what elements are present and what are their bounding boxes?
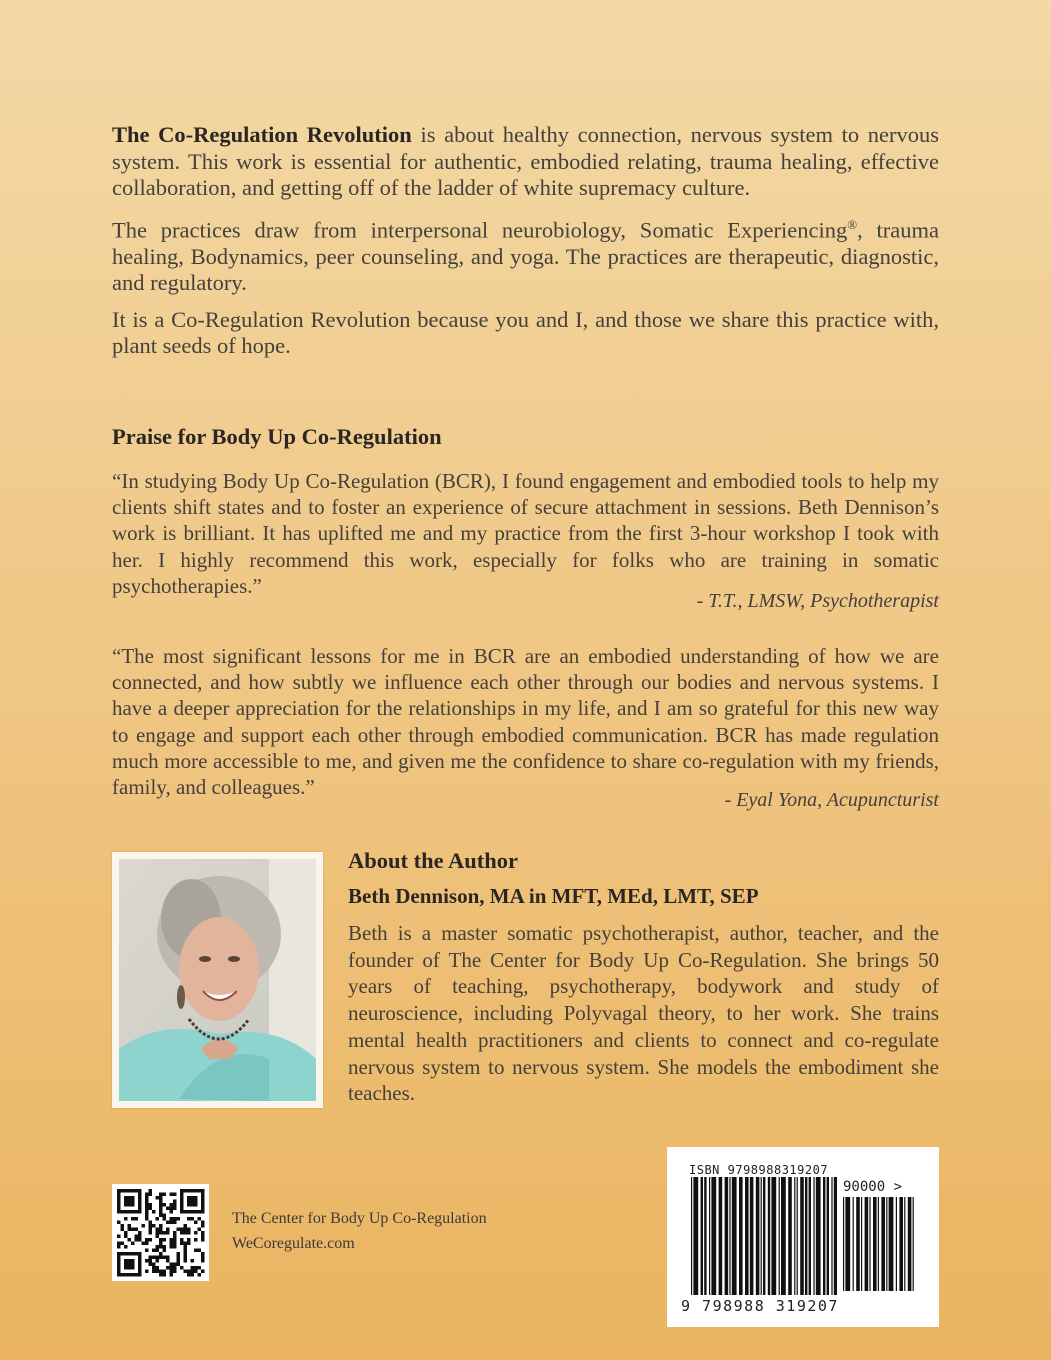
website-link[interactable]: WeCoregulate.com — [232, 1235, 355, 1252]
testimonial-2-text: “The most significant lessons for me in BCR are an embodied understanding of how we are connected, and how subtly we influence each other through our bodies and nervous systems. I have a deeper appreciation for the relationships in my life, and I am so grateful for this new way to engage and support each other through embodied communication. BCR has made regulation much more accessible to me, and given me the confidence to share co-regulation with my friends, family, and colleagues.” — [112, 644, 939, 800]
intro-paragraph-3: It is a Co-Regulation Revolution because you and I, and those we share this practice with, plant seeds of hope. — [112, 306, 939, 358]
testimonial-2-attribution: - Eyal Yona, Acupuncturist — [724, 789, 939, 811]
testimonial-1-text: “In studying Body Up Co-Regulation (BCR), I found engagement and embodied tools to help my clients shift states and to foster an experience of secure attachment in sessions. Beth Dennison’s work is brilliant. It has uplifted me and my practice from the first 3-hour workshop I took with her. I highly recommend this work, especially for folks who are training in somatic psychotherapies.” — [112, 469, 939, 598]
intro-paragraph-1 — [112, 122, 939, 202]
isbn-barcode-block — [667, 1147, 939, 1327]
author-photo — [112, 852, 323, 1108]
author-portrait-image — [119, 859, 316, 1101]
intro-p2-text-b: , trauma healing, Bodynamics, peer counseling, and yoga. The practices are therapeutic, diagnostic, and regulatory. — [112, 217, 940, 295]
qr-code — [112, 1184, 209, 1281]
ean-barcode — [691, 1177, 837, 1303]
intro-p1-text: is about healthy connection, nervous system to nervous system. This work is essential for authentic, embodied relating, trauma healing, effective collaboration, and getting off of the ladder of white supremacy culture. — [112, 122, 940, 200]
isbn-digits: 9 798988 319207 — [681, 1297, 839, 1315]
author-bio: Beth is a master somatic psychotherapist, author, teacher, and the founder of The Center for Body Up Co-Regulation. She brings 50 years of teaching, psychotherapy, bodywork and study of neuroscience, including Polyvagal theory, to her work. She trains mental health practitioners and clients to connect and co-regulate nervous system to nervous system. She models the embodiment she teaches. — [348, 921, 939, 1106]
book-title: The Co-Regulation Revolution — [112, 122, 412, 147]
intro-p2-text-a: The practices draw from interpersonal neurobiology, Somatic Experiencing — [112, 217, 848, 242]
registered-mark: ® — [847, 216, 858, 232]
isbn-label: ISBN 9798988319207 — [689, 1163, 829, 1177]
book-description — [112, 122, 939, 370]
intro-paragraph-2 — [112, 212, 939, 297]
qr-code-graphic — [112, 1184, 209, 1281]
testimonial-2 — [112, 643, 939, 800]
organization-name: The Center for Body Up Co-Regulation — [232, 1210, 487, 1227]
testimonial-1 — [112, 468, 939, 599]
price-code: 90000 > — [843, 1179, 903, 1195]
about-author-heading: About the Author — [348, 848, 519, 873]
praise-heading: Praise for Body Up Co-Regulation — [112, 424, 442, 449]
author-name: Beth Dennison, MA in MFT, MEd, LMT, SEP — [348, 884, 759, 908]
testimonial-1-attribution: - T.T., LMSW, Psychotherapist — [696, 590, 939, 612]
price-addon-barcode — [843, 1197, 915, 1293]
